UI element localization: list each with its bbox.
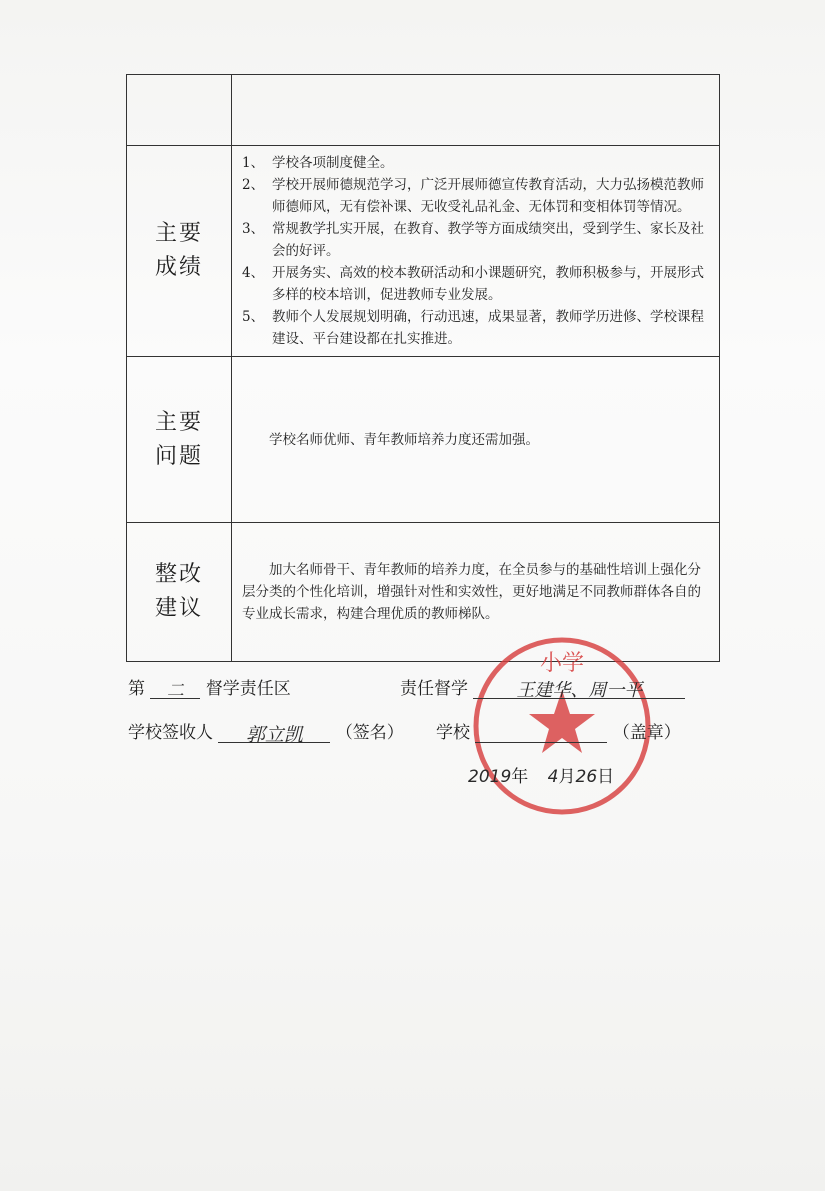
top-content-cell	[232, 75, 720, 146]
sign-note: （签名）	[335, 723, 404, 743]
inspector-signature: 王建华、周一平	[473, 676, 685, 699]
district-prefix: 第	[128, 679, 145, 699]
item-number: 2、	[242, 177, 265, 193]
item-text: 常规教学扎实开展，在教育、教学等方面成绩突出，受到学生、家长及社会的好评。	[272, 221, 704, 259]
item-number: 4、	[242, 265, 265, 281]
item-text: 学校开展师德规范学习，广泛开展师德宣传教育活动，大力弘扬模范教师师德师风，无有偿补课、无收受礼品礼金、无体罚和变相体罚等情况。	[272, 177, 704, 215]
school-seal-blank	[475, 720, 607, 743]
item-number: 3、	[242, 221, 265, 237]
list-item	[242, 152, 709, 174]
inspection-table	[126, 74, 720, 662]
item-number: 1、	[242, 155, 265, 171]
item-text: 学校各项制度健全。	[272, 155, 394, 171]
receiver-signature: 郭立凯	[218, 720, 330, 743]
table-row-top	[127, 75, 720, 146]
receiver-line	[128, 718, 404, 746]
seal-text: 小学	[539, 651, 585, 676]
table-row-achievements	[127, 146, 720, 357]
problems-content	[232, 357, 720, 523]
date-line	[468, 762, 614, 787]
date-year-unit: 年	[511, 767, 529, 787]
achievements-content	[232, 146, 720, 357]
list-item	[242, 174, 709, 218]
suggestions-label-text: 整改建议	[155, 562, 204, 621]
list-item	[242, 262, 709, 306]
problems-text: 学校名师优师、青年教师培养力度还需加强。	[269, 431, 539, 448]
date-day: 26	[575, 767, 598, 787]
table-row-problems	[127, 357, 720, 523]
achievements-label	[127, 146, 232, 357]
district-suffix: 督学责任区	[205, 679, 291, 699]
inspector-line	[400, 674, 685, 699]
problems-label-text: 主要问题	[155, 409, 204, 469]
inspector-label: 责任督学	[400, 679, 468, 699]
suggestions-label	[127, 523, 232, 662]
item-text: 开展务实、高效的校本教研活动和小课题研究，教师积极参与，开展形式多样的校本培训，促进教师专业发展。	[272, 265, 704, 303]
school-seal-line	[436, 718, 681, 743]
suggestions-text: 加大名师骨干、青年教师的培养力度，在全员参与的基础性培训上强化分层分类的个性化培训，增强针对性和实效性，更好地满足不同教师群体各自的专业成长需求，构建合理优质的教师梯队。	[242, 562, 701, 622]
date-year: 2019	[468, 767, 512, 787]
list-item	[242, 306, 709, 350]
date-month-unit: 月	[558, 767, 576, 787]
achievements-list	[232, 146, 719, 356]
date-day-unit: 日	[597, 767, 615, 787]
date-month: 4	[547, 767, 559, 787]
problems-label	[127, 357, 232, 523]
item-number: 5、	[242, 309, 265, 325]
list-item	[242, 218, 709, 262]
item-text: 教师个人发展规划明确，行动迅速，成果显著，教师学历进修、学校课程建设、平台建设都在扎实推进。	[272, 309, 704, 347]
district-value: 二	[150, 676, 200, 699]
seal-note: （盖章）	[612, 723, 681, 743]
school-label: 学校	[436, 723, 470, 743]
top-label-cell	[127, 75, 232, 146]
receiver-label: 学校签收人	[128, 723, 213, 743]
district-line	[128, 674, 291, 699]
achievements-label-text: 主要成绩	[155, 221, 204, 280]
